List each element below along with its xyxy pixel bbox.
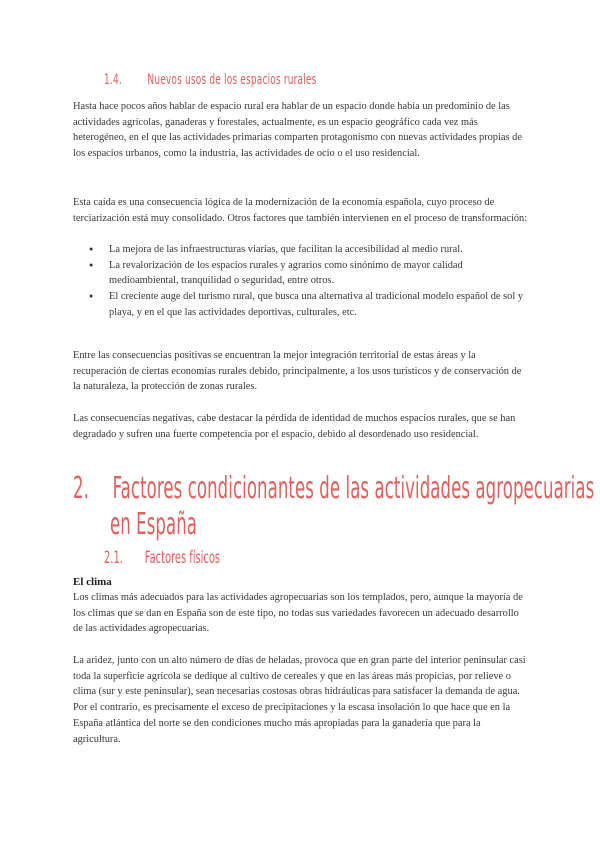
- heading-1-4: [104, 72, 317, 88]
- subheading: El clima: [73, 576, 112, 588]
- heading-number: 2.1.: [104, 548, 123, 567]
- paragraph: Las consecuencias negativas, cabe destacar la pérdida de identidad de muchos espacios rurales, que se han degradado y sufren una fuerte competencia por el espacio, debido al desordenado uso residencial.: [73, 413, 516, 440]
- paragraph: Esta caída es una consecuencia lógica de la modernización de la economía española, cuyo proceso de terciarización está muy consolidado. Otros factores que también intervienen en el proceso de transformación:: [73, 197, 528, 224]
- bullet-list: [73, 242, 528, 321]
- heading-2-continued: [110, 507, 197, 543]
- list-item: ● La mejora de las infraestructuras viarias, que facilitan la accesibilidad al medio rural.: [73, 242, 528, 258]
- heading-number: 1.4.: [104, 72, 122, 88]
- heading-2: [73, 471, 594, 507]
- heading-title-line2: en España: [110, 507, 198, 542]
- heading-number: 2.: [73, 471, 89, 506]
- paragraph: Hasta hace pocos años hablar de espacio rural era hablar de un espacio donde había un predominio de las actividades agrícolas, ganaderas y forestales, actualmente, es un espacio geográfico cada vez más heterogéneo, en el que las actividades primarias comparten protagonismo con nuevas actividades propias de los espacios urbanos, como la industria, las actividades de ocio o el uso residencial.: [73, 101, 522, 160]
- heading-title: Nuevos usos de los espacios rurales: [147, 72, 317, 88]
- list-item: ● La revalorización de los espacios rurales y agrarios como sinónimo de mayor calidad medioambiental, tranquilidad o seguridad, entre otros.: [73, 258, 528, 289]
- heading-2-1: [104, 548, 220, 567]
- list-item: ● El creciente auge del turismo rural, que busca una alternativa al tradicional modelo español de sol y playa, y en el que las actividades deportivas, culturales, etc.: [73, 289, 528, 320]
- heading-title: Factores condicionantes de las actividades agropecuarias: [112, 471, 595, 506]
- heading-title: Factores físicos: [144, 548, 221, 567]
- paragraph: Los climas más adecuados para las actividades agropecuarias son los templados, pero, aunque la mayoría de los climas que se dan en España son de este tipo, no todas sus variedades favorecen un adecuado desarrollo de las actividades agropecuarias.: [73, 592, 523, 635]
- paragraph: Entre las consecuencias positivas se encuentran la mejor integración territorial de estas áreas y la recuperación de ciertas economías rurales debido, principalmente, a los usos turísticos y de conservación de la naturaleza, la protección de zonas rurales.: [73, 350, 522, 393]
- paragraph: La aridez, junto con un alto número de días de heladas, provoca que en gran parte del interior peninsular casi toda la superficie agrícola se dedique al cultivo de cereales y que en las áreas más propicias, por relieve o clima (sur y este peninsular), sean necesarias costosas obras hidráulicas para satisfacer la demanda de agua. Por el contrario, es precisamente el exceso de precipitaciones y la escasa insolación lo que hace que en la España atlántica del norte se den condiciones mucho más apropiadas para la ganadería que para la agricultura.: [73, 655, 526, 745]
